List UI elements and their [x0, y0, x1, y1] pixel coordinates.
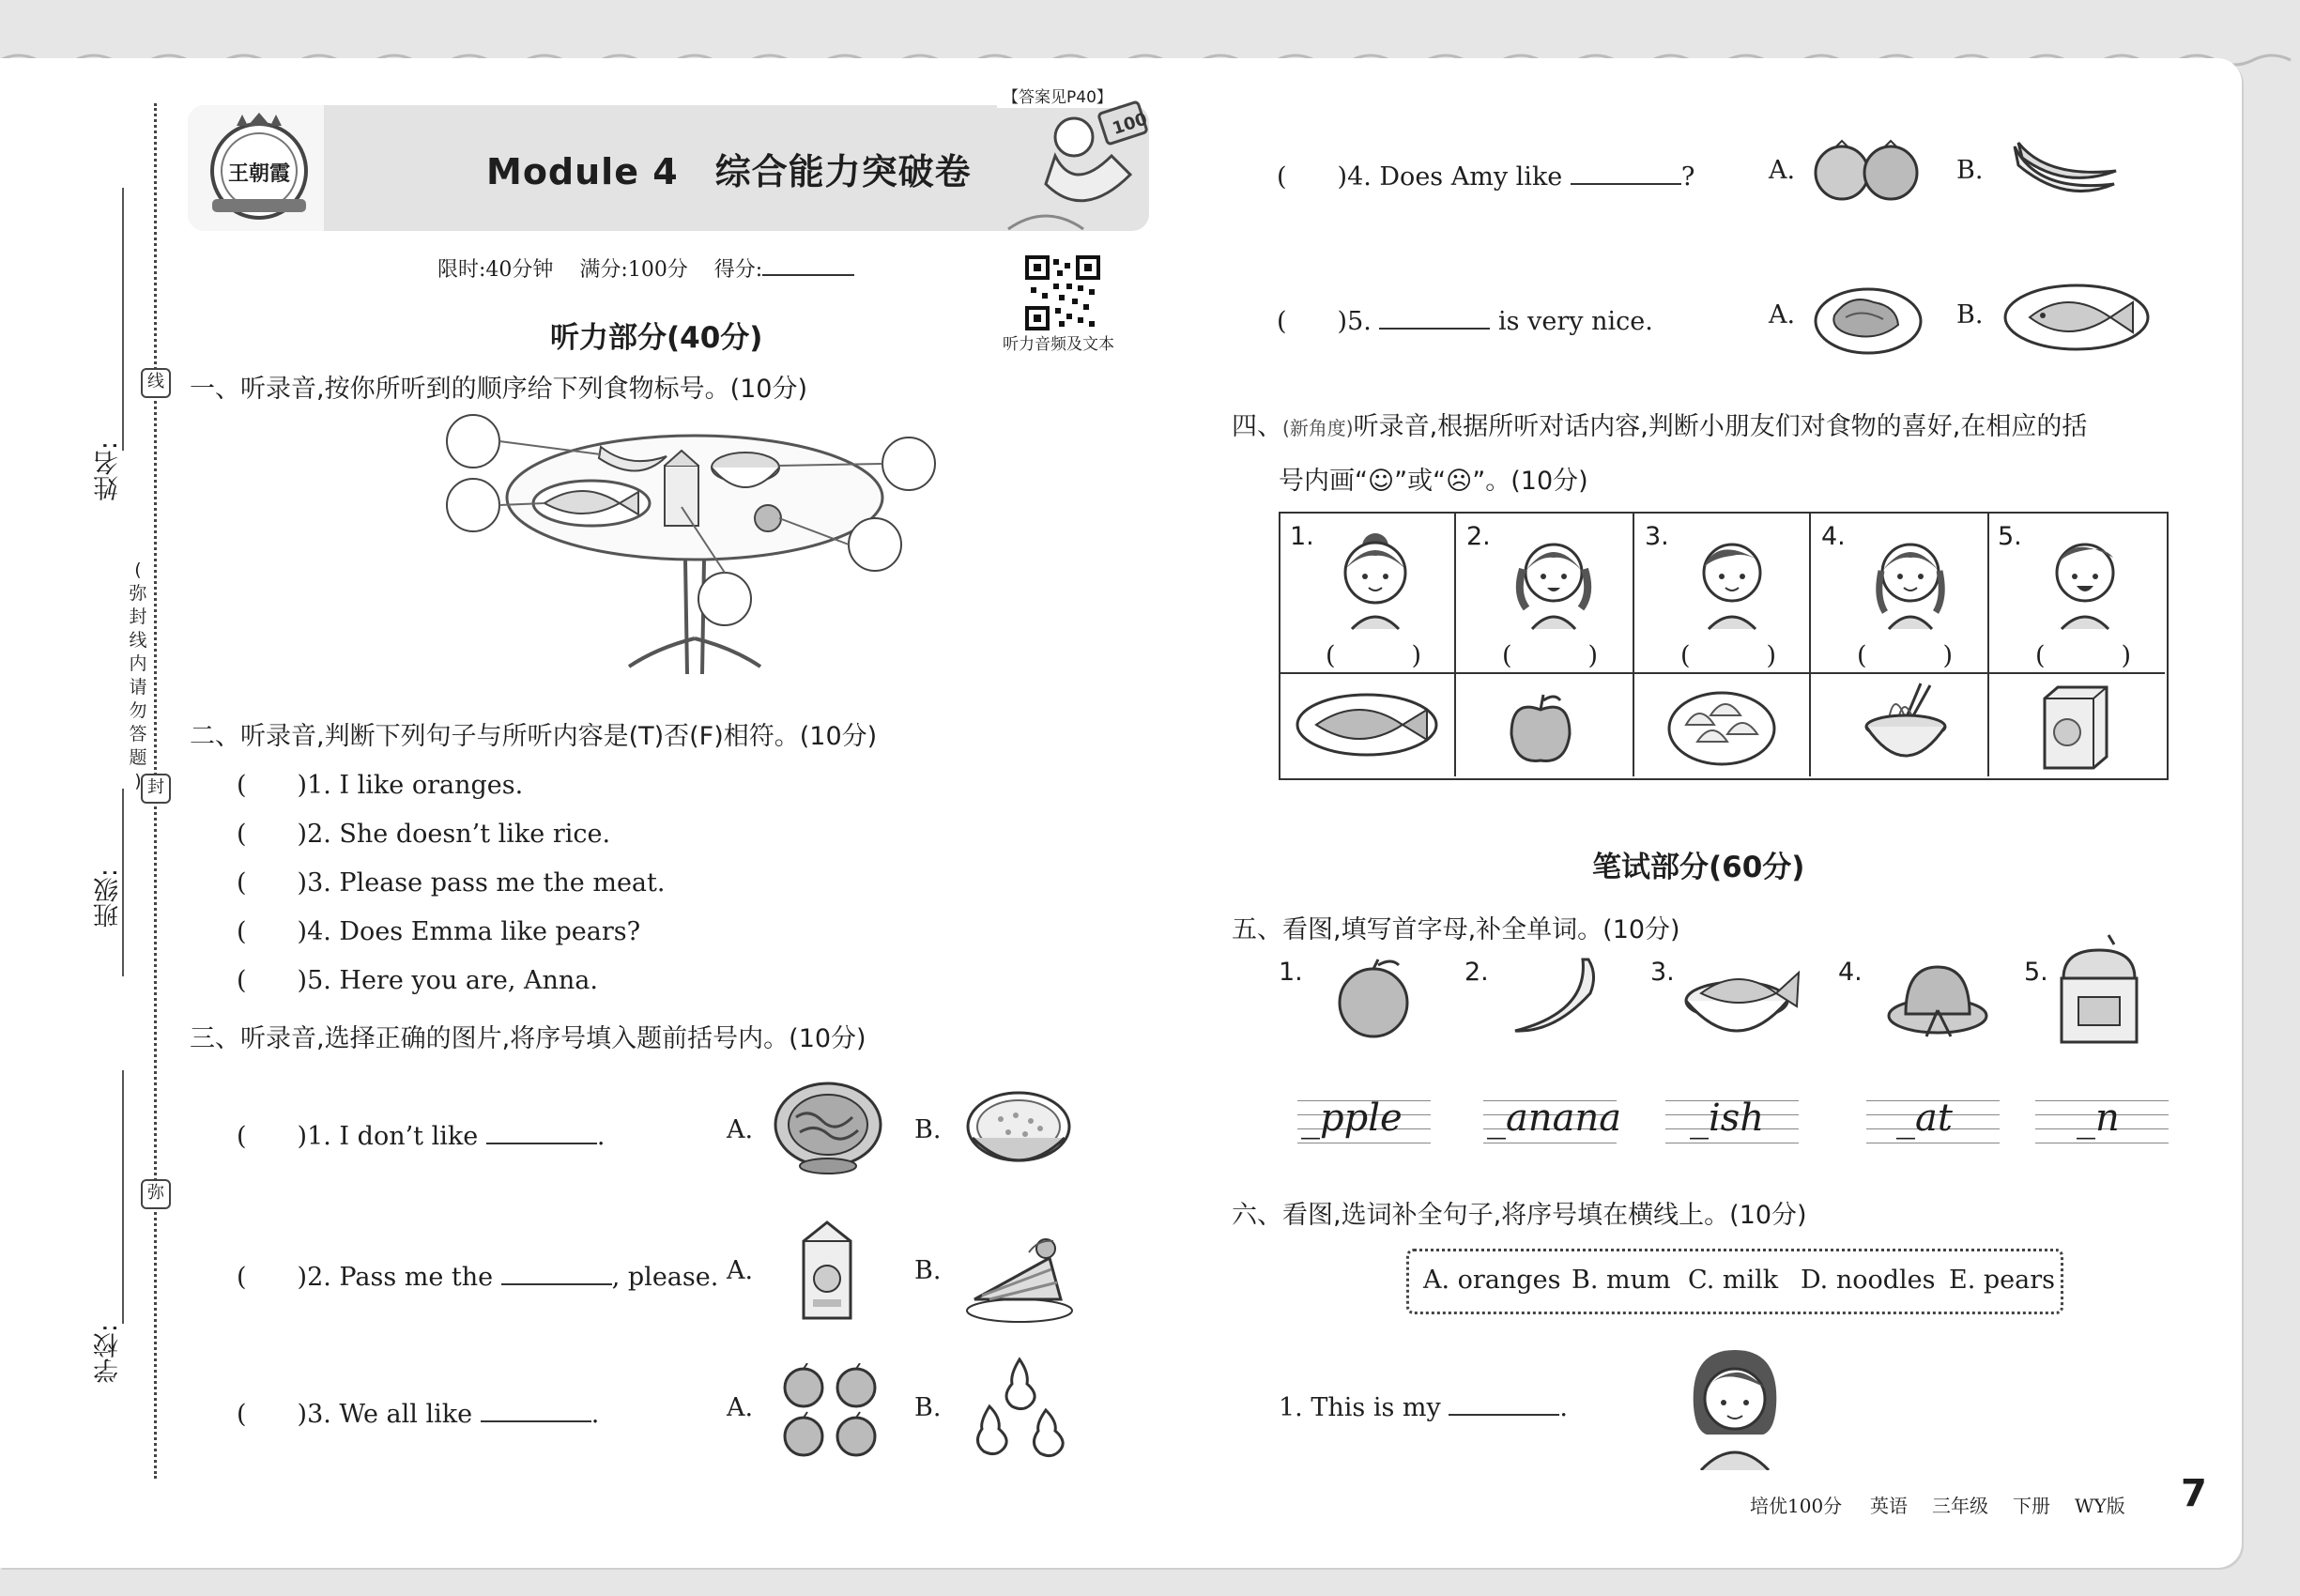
full-score: 满分:100分	[579, 258, 688, 282]
q5-title: 五、看图,填写首字母,补全单词。(10分)	[1232, 915, 1680, 944]
seal-mi-mark: 弥	[141, 1179, 171, 1209]
girl-1-avatar	[1324, 518, 1427, 631]
q3-1-option-b: B.	[914, 1115, 942, 1144]
q6-item-1[interactable]: 1. This is my .	[1279, 1393, 1568, 1422]
q5-number-1: 1.	[1279, 958, 1303, 987]
svg-text:王朝霞: 王朝霞	[227, 161, 291, 186]
cake-picture	[963, 1220, 1076, 1324]
school-field-line	[122, 1070, 124, 1324]
q5-number-4: 4.	[1838, 958, 1863, 987]
q2-item-3[interactable]: ( )3. Please pass me the meat.	[237, 868, 666, 898]
q6-option-c: C. milk	[1688, 1266, 1779, 1295]
footer-series: 培优100分	[1750, 1495, 1843, 1517]
q3-item-1[interactable]: ( )1. I don’t like .	[237, 1122, 606, 1151]
footer-grade: 三年级	[1932, 1495, 1988, 1517]
q5-number-3: 3.	[1650, 958, 1675, 987]
q3-5-option-a: A.	[1769, 300, 1796, 330]
q6-option-b: B. mum	[1572, 1266, 1671, 1295]
page-title: Module 4 综合能力突破卷	[486, 151, 972, 192]
q2-item-2[interactable]: ( )2. She doesn’t like rice.	[237, 820, 611, 849]
binding-note: ( 弥 封 线 内 请 勿 答 题 )	[129, 560, 147, 791]
q4-answer-3[interactable]: ( )	[1680, 641, 1777, 670]
q3-4-option-b: B.	[1956, 156, 1984, 185]
q5-box-picture	[2054, 931, 2144, 1048]
girl-2-avatar	[1502, 518, 1605, 631]
time-limit: 限时:40分钟	[437, 258, 554, 282]
oranges-picture	[779, 1363, 884, 1461]
q5-word-4: _at	[1896, 1097, 1953, 1140]
q3-title: 三、听录音,选择正确的图片,将序号填入题前括号内。(10分)	[190, 1024, 866, 1053]
class-label: 班级:	[94, 868, 123, 928]
q4-answer-5[interactable]: ( )	[2035, 641, 2132, 670]
svg-text:100: 100	[1110, 109, 1150, 140]
boy-1-avatar	[1680, 518, 1784, 631]
q4-number-2: 2.	[1466, 522, 1491, 551]
q4-answer-2[interactable]: ( )	[1502, 641, 1599, 670]
q5-word-1: _pple	[1301, 1097, 1403, 1140]
q6-option-d: D. noodles	[1801, 1266, 1936, 1295]
q3-item-4[interactable]: ( )4. Does Amy like ?	[1277, 162, 1695, 192]
q2-item-4[interactable]: ( )4. Does Emma like pears?	[237, 917, 641, 946]
q4-apple-picture	[1506, 691, 1575, 766]
writing-section-title: 笔试部分(60分)	[1592, 851, 1805, 884]
meat-plate-picture	[1812, 274, 1924, 359]
q2-item-5[interactable]: ( )5. Here you are, Anna.	[237, 966, 598, 995]
q3-4-option-a: A.	[1769, 156, 1796, 185]
qr-code[interactable]	[1025, 255, 1100, 330]
qr-caption: 听力音频及文本	[1003, 335, 1114, 354]
q4-number-4: 4.	[1821, 522, 1846, 551]
q4-title: 四、(新角度)听录音,根据所听对话内容,判断小朋友们对食物的喜好,在相应的括	[1232, 412, 2088, 441]
milk-carton-picture	[800, 1219, 854, 1322]
q5-apple-picture	[1333, 958, 1414, 1038]
bananas-picture	[2009, 137, 2122, 205]
score-label: 得分:	[713, 258, 763, 282]
q3-5-option-b: B.	[1956, 300, 1984, 330]
q4-dumplings-picture	[1665, 682, 1778, 768]
q3-2-option-a: A.	[727, 1256, 754, 1285]
footer-volume: 下册	[2013, 1495, 2050, 1517]
seal-feng-mark: 封	[141, 774, 171, 804]
footer-edition: WY版	[2075, 1495, 2125, 1517]
seal-line-mark: 线	[141, 368, 171, 398]
q4-answer-4[interactable]: ( )	[1857, 641, 1954, 670]
boy-2-avatar	[2033, 518, 2137, 631]
q2-item-1[interactable]: ( )1. I like oranges.	[237, 771, 524, 800]
q4-number-3: 3.	[1645, 522, 1669, 551]
q2-title: 二、听录音,判断下列句子与所听内容是(T)否(F)相符。(10分)	[190, 722, 878, 751]
q4-number-5: 5.	[1998, 522, 2022, 551]
girl-3-avatar	[1859, 518, 1962, 631]
answer-reference: 【答案见P40】	[997, 83, 1118, 108]
name-field-line	[122, 188, 124, 451]
q3-3-option-b: B.	[914, 1393, 942, 1422]
school-label: 学校:	[94, 1324, 123, 1384]
pomegranates-picture	[1812, 137, 1923, 203]
listening-section-title: 听力部分(40分)	[550, 321, 763, 355]
q5-number-2: 2.	[1464, 958, 1489, 987]
page-number: 7	[2181, 1472, 2207, 1515]
q4-milk-box-picture	[2041, 685, 2110, 770]
q5-word-2: _anana	[1487, 1097, 1622, 1140]
q6-option-a: A. oranges	[1423, 1266, 1561, 1295]
q5-banana-picture	[1508, 956, 1598, 1038]
q6-option-e: E. pears	[1949, 1266, 2055, 1295]
mascot-illustration	[989, 100, 1168, 231]
q4-number-1: 1.	[1290, 522, 1314, 551]
q3-3-option-a: A.	[727, 1393, 754, 1422]
name-label: 姓名:	[94, 441, 123, 501]
fish-plate-picture	[2001, 280, 2152, 355]
q1-food-table-illustration	[441, 413, 948, 695]
q6-title: 六、看图,选词补全句子,将序号填在横线上。(10分)	[1232, 1201, 1807, 1230]
q5-fish-bowl-picture	[1682, 959, 1802, 1040]
publisher-logo	[208, 113, 310, 223]
q5-word-5: _n	[2077, 1097, 2120, 1140]
q4-answer-1[interactable]: ( )	[1326, 641, 1422, 670]
exam-meta	[437, 253, 854, 283]
footer-subject: 英语	[1870, 1495, 1908, 1517]
q3-2-option-b: B.	[914, 1256, 942, 1285]
noodles-bowl-picture	[772, 1080, 884, 1177]
q5-number-5: 5.	[2024, 958, 2048, 987]
q3-item-2[interactable]: ( )2. Pass me the , please.	[237, 1263, 719, 1292]
pears-picture	[967, 1356, 1070, 1461]
q4-title-line2: 号内画“☺”或“☹”。(10分)	[1279, 467, 1588, 496]
score-field[interactable]	[762, 257, 854, 276]
q3-item-5[interactable]: ( )5. is very nice.	[1277, 307, 1653, 336]
q3-1-option-a: A.	[727, 1115, 754, 1144]
mum-picture	[1680, 1341, 1789, 1470]
q5-hat-picture	[1885, 958, 1990, 1040]
q3-item-3[interactable]: ( )3. We all like .	[237, 1400, 600, 1429]
q1-title: 一、听录音,按你所听到的顺序给下列食物标号。(10分)	[190, 375, 808, 404]
rice-bowl-picture	[963, 1089, 1074, 1174]
q4-fish-picture	[1294, 687, 1440, 762]
q5-word-3: _ish	[1690, 1097, 1765, 1140]
q4-noodles-picture	[1861, 682, 1951, 770]
